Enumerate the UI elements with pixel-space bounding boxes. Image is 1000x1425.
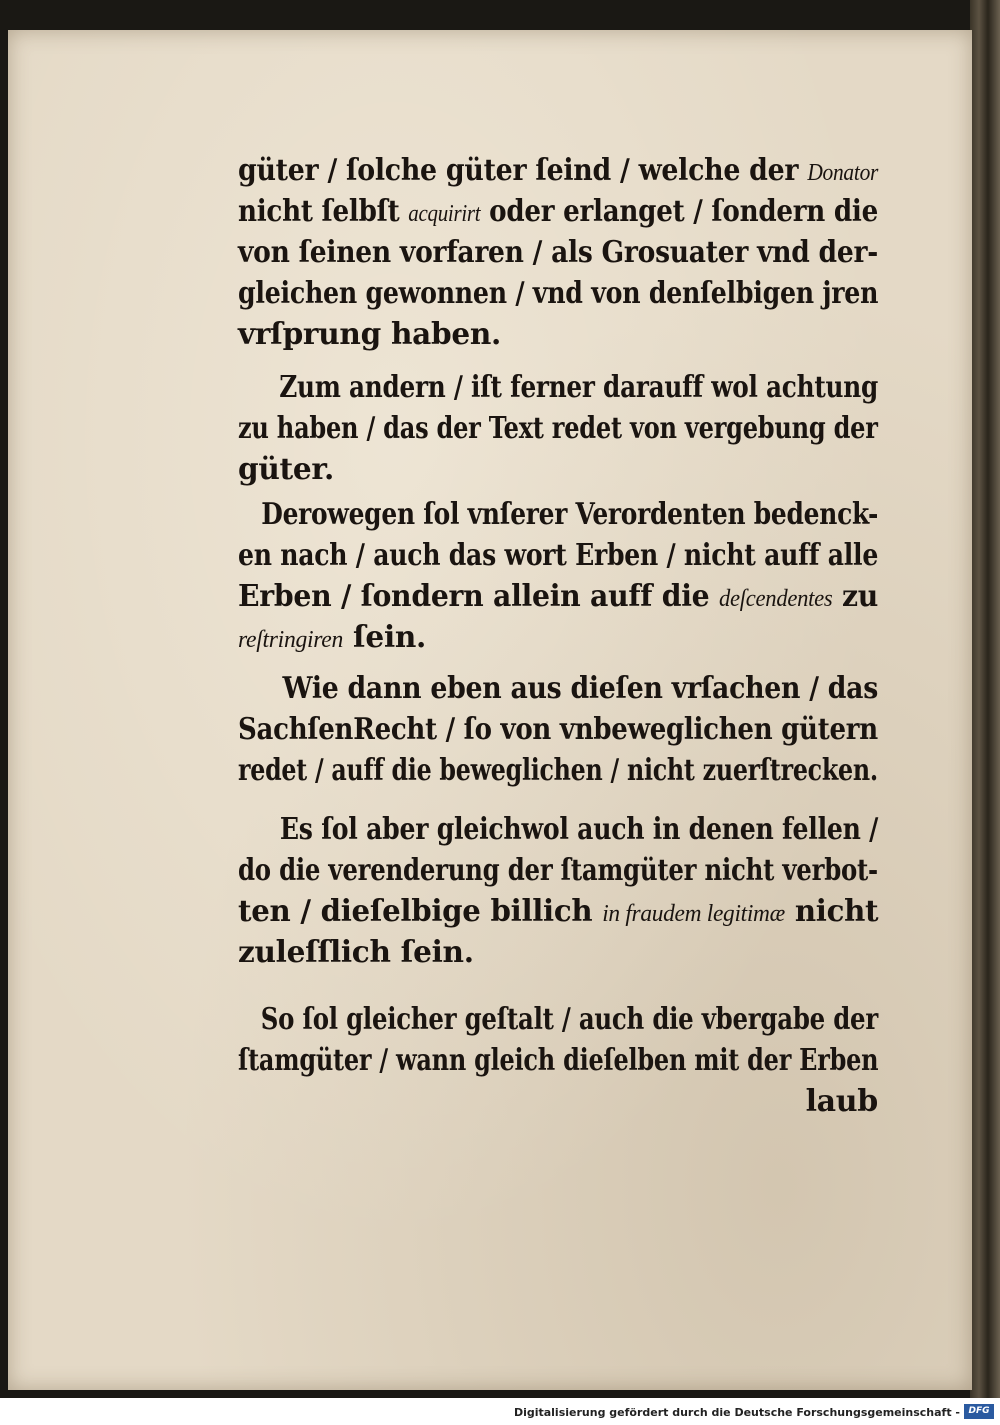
text-line: vrſprung haben. (238, 317, 502, 352)
latin-term: deſcendentes (718, 586, 833, 612)
text-line: So ſol gleicher geſtalt / auch die vbergabe der (260, 1002, 878, 1037)
text-line: SachſenRecht / ſo von vnbeweglichen gütern (238, 712, 878, 747)
text-line: Derowegen ſol vnſerer Verordenten bedenck- (261, 497, 879, 532)
text-line: Wie dann eben aus dieſen vrſachen / das (282, 671, 878, 706)
dfg-logo: DFG (964, 1404, 994, 1419)
latin-term: in fraudem legitimæ (602, 901, 785, 927)
text-line: nicht ſelbſt acquirirt oder erlanget / ſondern die (238, 194, 878, 229)
text-line: reſtringiren ſein. (238, 620, 427, 655)
text-line: Zum andern / iſt ferner darauff wol achtung (279, 370, 879, 405)
text-line: güter. (238, 452, 334, 487)
catchword: laub (805, 1084, 878, 1119)
page-text (238, 150, 888, 1122)
latin-term: acquirirt (408, 201, 481, 227)
text-line: zu haben / das der Text redet von vergebung der (238, 411, 878, 446)
text-line: ſtamgüter / wann gleich dieſelben mit der Erben (238, 1043, 879, 1078)
text-line: Es ſol aber gleichwol auch in denen fellen / (279, 812, 879, 847)
latin-term: Donator (807, 160, 879, 186)
latin-term: reſtringiren (238, 627, 344, 653)
text-line: redet / auff die beweglichen / nicht zuerſtrecken. (238, 753, 878, 788)
text-line: do die verenderung der ſtamgüter nicht verbot- (238, 853, 878, 888)
text-line: ten / dieſelbige billich in fraudem legitimæ nicht (238, 894, 879, 929)
text-line: zuleſſlich ſein. (238, 935, 474, 970)
text-line: gleichen gewonnen / vnd von denſelbigen jren (238, 276, 879, 311)
footer-bar (0, 1398, 1000, 1425)
document-page (8, 30, 972, 1390)
text-line: en nach / auch das wort Erben / nicht auff alle (238, 538, 879, 573)
text-line: von ſeinen vorfaren / als Grosuater vnd der- (238, 235, 878, 270)
book-edge (970, 0, 1000, 1398)
text-line: Erben / ſondern allein auff die deſcendentes zu (238, 579, 879, 614)
text-line: güter / ſolche güter ſeind / welche der Donator (238, 153, 879, 188)
funding-credit: Digitalisierung gefördert durch die Deutsche Forschungsgemeinschaft - (513, 1406, 960, 1419)
